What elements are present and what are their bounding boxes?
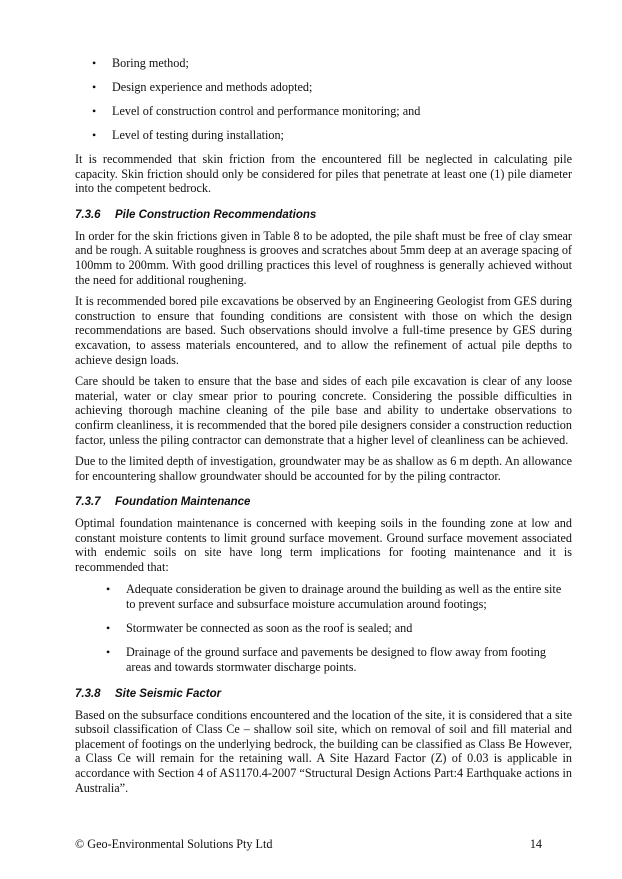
page-number: 14 — [529, 837, 542, 851]
list-item: • Boring method; — [92, 56, 189, 70]
paragraph: Due to the limited depth of investigation, groundwater may be as shallow as 6 m depth. An allowance for encountering shallow groundwater should be accounted for by the piling contractor. — [75, 454, 572, 483]
section-heading-7-3-8: 7.3.8 Site Seismic Factor — [75, 687, 222, 700]
paragraph: Based on the subsurface conditions encountered and the location of the site, it is considered that a site subsoil classification of Class Ce – shallow soil site, which on removal of soil and fill material and placement of footings on the underlying bedrock, the building can be classified as Class Be However, a Class Ce will remain for the retaining wall. A Site Hazard Factor (Z) of 0.03 is applicable in accordance with Section 4 of AS1170.4-2007 “Structural Design Actions Part:4 Earthquake actions in Australia”. — [75, 707, 572, 795]
section-heading-7-3-7: 7.3.7 Foundation Maintenance — [75, 496, 251, 509]
list-item: • Drainage of the ground surface and pavements be designed to flow away from footing areas and towards stormwater discharge points. — [106, 644, 546, 674]
list-item: • Level of testing during installation; — [92, 128, 284, 142]
list-item: • Adequate consideration be given to drainage around the building as well as the entire site to prevent surface and subsurface moisture accumulation around footings; — [106, 581, 562, 611]
paragraph-skin-friction: It is recommended that skin friction from the encountered fill be neglected in calculating pile capacity. Skin friction should only be considered for piles that penetrate at least one (1) pile diameter into the competent bedrock. — [75, 152, 572, 196]
list-item: • Stormwater be connected as soon as the roof is sealed; and — [106, 620, 413, 635]
page-footer — [75, 837, 542, 852]
paragraph: It is recommended bored pile excavations be observed by an Engineering Geologist from GES during construction to ensure that founding conditions are consistent with those on which the design recommendations are based. Such observations should involve a full-time presence by GES during excavation, to assess materials encountered, and to allow the refinement of actual pile depths to achieve design loads. — [75, 294, 572, 367]
list-item: • Design experience and methods adopted; — [92, 80, 313, 94]
bullet-list-top — [75, 56, 572, 143]
section-heading-7-3-6: 7.3.6 Pile Construction Recommendations — [75, 208, 317, 221]
list-item: • Level of construction control and performance monitoring; and — [92, 104, 421, 118]
paragraph: Care should be taken to ensure that the base and sides of each pile excavation is clear of any loose material, water or clay smear prior to pouring concrete. Considering the possible difficulties in achieving thorough machine cleaning of the pile base and ability to undertake observations to confirm cleanliness, it is recommended that the bored pile designers consider a construction reduction factor, unless the piling contractor can demonstrate that a higher level of cleanliness can be achieved. — [75, 374, 572, 447]
paragraph: Optimal foundation maintenance is concerned with keeping soils in the founding zone at low and constant moisture contents to limit ground surface movement. Ground surface movement associated with endemic soils on site have long term implications for footing maintenance and it is recommended that: — [75, 516, 572, 575]
bullet-list-maintenance — [75, 582, 572, 675]
footer-copyright: © Geo-Environmental Solutions Pty Ltd — [75, 837, 273, 851]
paragraph: In order for the skin frictions given in Table 8 to be adopted, the pile shaft must be free of clay smear and be rough. A suitable roughness is grooves and scratches about 5mm deep at an average spacing of 100mm to 200mm. With good drilling practices this level of roughness is generally achieved without the need for additional roughening. — [75, 228, 572, 287]
